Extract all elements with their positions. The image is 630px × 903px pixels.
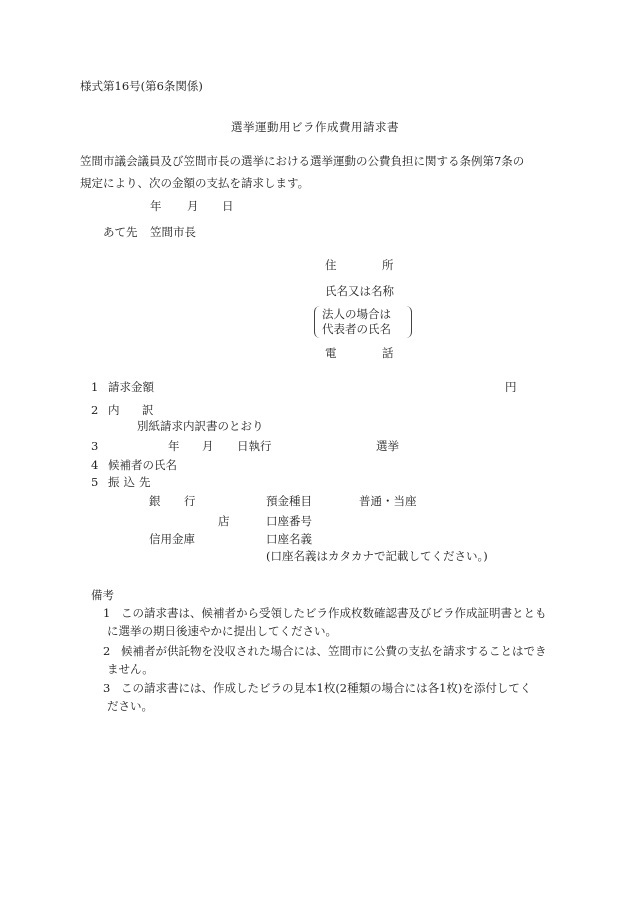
remark-line: この請求書には、作成したビラの見本1枚(2種類の場合には各1枚)を添付してく: [121, 681, 532, 695]
remark-line: に選挙の期日後速やかに提出してください。: [107, 624, 337, 638]
item-number: 5: [91, 475, 99, 489]
remark-line: この請求書は、候補者から受領したビラ作成枚数確認書及びビラ作成証明書ととも: [121, 606, 547, 620]
document-title: 選挙運動用ビラ作成費用請求書: [231, 120, 399, 134]
applicant-tel-label-left: 電: [325, 346, 337, 360]
election-year-label: 年: [168, 439, 180, 453]
breakdown-label-right: 訳: [142, 403, 154, 417]
applicant-address-label-left: 住: [325, 258, 337, 272]
addressee-name: 笠間市長: [150, 225, 196, 239]
applicant-tel-label-right: 話: [382, 346, 394, 360]
form-number: 様式第16号(第6条関係): [80, 79, 203, 93]
date-year-label: 年: [150, 199, 162, 213]
addressee-label: あて先: [103, 225, 138, 239]
candidate-name-label: 候補者の氏名: [108, 458, 177, 472]
election-day-label: 日執行: [237, 439, 272, 453]
bank-label-left: 銀: [149, 494, 161, 508]
yen-unit: 円: [505, 380, 517, 394]
breakdown-label-left: 内: [108, 403, 120, 417]
remarks-title: 備考: [91, 588, 114, 602]
item-number: 1: [91, 380, 99, 394]
applicant-name-label: 氏名又は名称: [325, 284, 394, 298]
intro-text-line2: 規定により、次の金額の支払を請求します。: [80, 176, 310, 190]
election-label: 選挙: [376, 439, 399, 453]
item-number: 2: [91, 403, 99, 417]
account-name-note: (口座名義はカタカナで記載してください。): [266, 549, 488, 563]
remark-number: 2: [103, 644, 111, 658]
item-number: 3: [91, 439, 99, 453]
account-name-label: 口座名義: [266, 532, 312, 546]
corporate-note-line2: 代表者の氏名: [322, 322, 391, 336]
branch-label: 店: [218, 514, 230, 528]
credit-union-label: 信用金庫: [149, 532, 195, 546]
remark-line: 候補者が供託物を没収された場合には、笠間市に公費の支払を請求することはでき: [121, 644, 547, 658]
bank-label-right: 行: [184, 494, 196, 508]
deposit-type-options: 普通・当座: [359, 494, 417, 508]
remark-number: 3: [103, 681, 111, 695]
corporate-note-line1: 法人の場合は: [322, 307, 391, 321]
applicant-address-label-right: 所: [382, 258, 394, 272]
date-month-label: 月: [187, 199, 199, 213]
transfer-destination-label: 振込先: [108, 475, 155, 489]
item-number: 4: [91, 458, 99, 472]
deposit-type-label: 預金種目: [266, 494, 312, 508]
date-day-label: 日: [222, 199, 234, 213]
remark-line: ません。: [107, 662, 154, 676]
remark-line: ださい。: [107, 699, 153, 713]
claim-amount-label: 請求金額: [108, 380, 154, 394]
intro-text-line1: 笠間市議会議員及び笠間市長の選挙における選挙運動の公費負担に関する条例第7条の: [80, 154, 525, 168]
breakdown-note: 別紙請求内訳書のとおり: [137, 419, 264, 433]
account-number-label: 口座番号: [266, 514, 312, 528]
election-month-label: 月: [202, 439, 214, 453]
remark-number: 1: [103, 606, 111, 620]
